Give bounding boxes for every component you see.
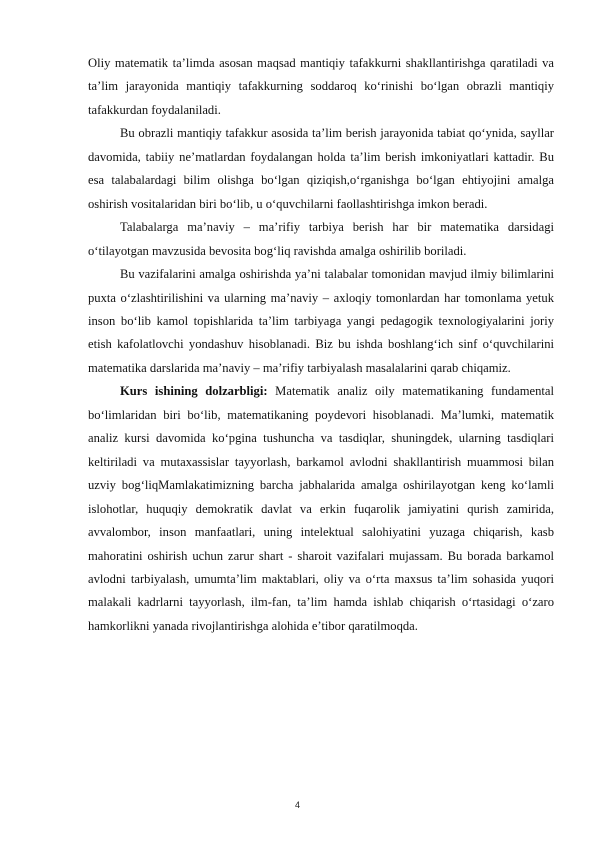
- document-body: [88, 52, 554, 638]
- paragraph-tarbiya: Talabalarga ma’naviy – ma’rifiy tarbiya berish har bir matematika darsidagi o‘tilayotgan mavzusida bevosita bog‘liq ravishda amalga oshirilib boriladi.: [88, 220, 554, 258]
- page-number: 4: [294, 800, 300, 810]
- paragraph-intro: Oliy matematik ta’limda asosan maqsad mantiqiy tafakkurni shakllantirishga qaratiladi va ta’lim jarayonida mantiqiy tafakkurning soddaroq ko‘rinishi bo‘lgan obrazli mantiqiy tafakkurdan foydalaniladi.: [88, 56, 554, 117]
- paragraph-dolzarblik: [88, 380, 554, 638]
- dolzarblik-text: Matematik analiz oily matematikaning fundamental bo‘limlaridan biri bo‘lib, matematikaning poydevori hisoblanadi. Ma’lumki, matematik analiz kursi davomida ko‘pgina tushuncha va tasdiqlar, shuningdek, ularning tasdiqlari keltiriladi va mutaxassislar tayyorlash, barkamol avlodni shakllantirish muammosi bilan uzviy bog‘liqMamlakatimizning barcha jabhalarida amalga oshirilayotgan keng ko‘lamli islohotlar, huquqiy demokratik davlat va erkin fuqarolik jamiyatini qurish zamirida, avvalombor, inson manfaatlari, uning intelektual salohiyatini yuzaga chiqarish, kasb mahoratini oshirish uchun zarur shart - sharoit vazifalari mujassam. Bu borada barkamol avlodni tarbiyalash, umumta’lim maktablari, oliy va o‘rta maxsus ta’lim sohasida yuqori malakali kadrlarni tayyorlash, ilm-fan, ta’lim hamda ishlab chiqarish o‘rtasidagi o‘zaro hamkorlikni yanada rivojlantirishga alohida e’tibor qaratilmoqda.: [88, 384, 554, 633]
- paragraph-vazifalar: Bu vazifalarini amalga oshirishda ya’ni talabalar tomonidan mavjud ilmiy bilimlarini puxta o‘zlashtirilishini va ularning ma’naviy – axloqiy tomonlardan har tomonlama yetuk inson bo‘lib kamol topishlarida ta’lim tarbiyaga yangi pedagogik texnologiyalarini joriy etish kafolatlovchi yondashuv hisoblanadi. Biz bu ishda boshlang‘ich sinf o‘quvchilarini matematika darslarida ma’naviy – ma’rifiy tarbiyalash masalalarini qarab chiqamiz.: [88, 267, 554, 375]
- dolzarblik-heading: Kurs ishining dolzarbligi:: [120, 384, 268, 399]
- paragraph-obrazli-tafakkur: Bu obrazli mantiqiy tafakkur asosida ta’lim berish jarayonida tabiat qo‘ynida, sayllar davomida, tabiiy ne’matlardan foydalangan holda ta’lim berish imkoniyatlari kattadir. Bu esa talabalardagi bilim olishga bo‘lgan qiziqish,o‘rganishga bo‘lgan ehtiyojini amalga oshirish vositalaridan biri bo‘lib, u o‘quvchilarni faollashtirishga imkon beradi.: [88, 126, 554, 211]
